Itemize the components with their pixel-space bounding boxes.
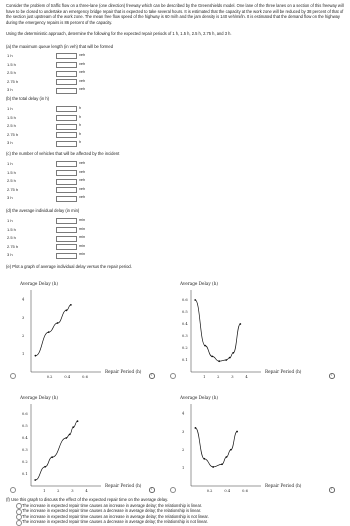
part-d-row-label: 1 h [7,218,13,223]
x-tick-label: 3 [231,375,234,379]
part-d-answer-input[interactable] [56,218,77,224]
part-b-unit: h [79,106,82,110]
part-d-unit: min [79,226,86,231]
x-tick-label: 0.6 [82,375,88,379]
graph-option-3-info-icon[interactable]: i [149,487,155,493]
x-tick-label: 0.4 [64,375,71,379]
data-point [69,434,71,436]
axes [191,404,261,486]
graph-option-4-info-icon[interactable]: i [329,487,335,493]
part-f-option-1-text: The increase in expected repair time causes an increase in average delay; the relationship is linear. [22,502,202,508]
part-c-row-label: 1.5 h [7,169,16,175]
part-a-unit: veh [79,61,86,66]
y-tick-label: 0.2 [182,346,188,351]
part-d-unit: min [79,218,86,222]
part-a-row-label: 3 h [7,87,13,93]
problem-intro: Consider the problem of traffic flow on a three-lane (one direction) freeway which can be described by the Greenshields model. One lane of the three lanes on a section of this freeway will have to be closed to undertake an emergency bridge repair that is expected to take several hours. It is estimated that the capacity at the work zone will be reduced by 38 percent of that of the section just upstream of the work zone. The mean free flow speed of the highway is 60 mi/h and the jam density is 140 veh/mi/ln. It is estimated that the demand flow on the highway during the emergency repairs is 86 percent of the capacity. [6,3,344,25]
part-e-label: (e) Plot a graph of average individual delay versus the repair period. [6,264,132,269]
data-point [35,355,37,357]
graph-option-1-radio[interactable] [10,373,16,379]
part-b-row-label: 2.5 h [7,123,16,129]
y-tick-label: 4 [22,297,25,302]
data-point [225,359,227,361]
part-a-answer-input[interactable] [56,62,77,68]
part-c-answer-input[interactable] [56,196,77,202]
data-point [44,466,46,468]
part-a-row-label: 2.5 h [7,70,16,76]
y-tick-label: 3 [182,429,185,434]
data-point [212,466,214,468]
graph-option-2-info-icon[interactable]: i [329,373,335,379]
y-tick-label: 0.6 [182,298,188,303]
part-d-row-label: 2.5 h [7,235,16,241]
x-tick-label: 0.6 [242,489,248,493]
y-tick-label: 0.1 [22,472,28,477]
series-line [35,421,77,480]
part-c-unit: veh [79,169,86,174]
x-tick-label: 0.4 [224,489,231,493]
y-tick-label: 0.5 [182,310,188,315]
data-point [57,322,59,324]
graph-option-3-radio[interactable] [10,487,16,493]
part-f-label: (f) Use this graph to discuss the effect of the expected repair time on the average delay. [6,497,169,502]
series-line [35,305,70,356]
data-point [203,458,205,460]
part-c-label: (c) the number of vehicles that will be affected by the incident [6,151,120,156]
part-c-unit: veh [79,178,86,183]
data-point [229,357,231,359]
part-b-answer-input[interactable] [56,141,77,147]
part-a-answer-input[interactable] [56,88,77,94]
part-c-unit: veh [79,161,86,165]
x-tick-label: 0.2 [206,489,213,493]
data-point [51,456,53,458]
y-axis-label: Average Delay (h) [180,395,219,400]
data-point [232,352,234,354]
part-b-answer-input[interactable] [56,115,77,121]
part-d-row-label: 1.5 h [7,226,16,232]
x-axis-label: Repair Period (h) [265,483,302,488]
problem-instruction: Using the deterministic approach, determine the following for the expected repair periods of 1 h, 1.5 h, 2.5 h, 2.75 h, and 3 h. [6,31,232,36]
part-b-answer-input[interactable] [56,124,77,130]
part-d-row-label: 2.75 h [7,243,19,249]
part-a-answer-input[interactable] [56,79,77,85]
y-tick-label: 0.1 [182,358,188,363]
graph-option-2-radio[interactable] [170,373,176,379]
part-a-unit: veh [79,87,86,92]
part-a-answer-input[interactable] [56,71,77,77]
part-d-answer-input[interactable] [56,227,77,233]
part-a-unit: veh [79,78,86,83]
part-c-answer-input[interactable] [56,179,77,185]
part-c-row-label: 1 h [7,161,13,166]
x-tick-label: 4 [85,489,88,493]
part-c-unit: veh [79,186,86,191]
part-a-unit: veh [79,70,86,75]
data-point [195,427,197,429]
series-line [195,428,237,467]
y-tick-label: 2 [22,333,25,338]
part-f-option-3-text: The increase in expected repair time causes an increase in average delay; the relationship is not linear. [22,513,209,519]
part-a-answer-input[interactable] [56,53,77,59]
graph-option-4-radio[interactable] [170,487,176,493]
data-point [77,420,79,422]
part-a-row-label: 2.75 h [7,78,19,84]
data-point [230,449,232,451]
part-b-unit: h [79,123,82,128]
data-point [48,331,50,333]
part-d-label: (d) the average individual delay (in min) [6,208,80,213]
y-tick-label: 1 [22,352,25,357]
part-a-row-label: 1.5 h [7,61,16,67]
part-b-row-label: 3 h [7,140,13,146]
data-point [218,360,220,362]
y-tick-label: 0.4 [22,436,28,441]
data-point [221,463,223,465]
part-b-unit: h [79,140,82,145]
x-tick-label: 3 [71,489,74,493]
part-b-label: (b) the total delay (in h) [6,96,50,101]
part-d-row-label: 3 h [7,252,13,258]
part-d-unit: min [79,243,86,248]
data-point [211,356,213,358]
part-b-row-label: 1 h [7,106,13,111]
y-axis-label: Average Delay (h) [180,281,219,286]
y-tick-label: 0.3 [22,448,28,453]
axes [31,404,101,486]
y-tick-label: 0.4 [182,322,188,327]
part-b-unit: h [79,131,82,136]
part-c-unit: veh [79,195,86,200]
y-tick-label: 3 [22,315,25,320]
y-tick-label: 0.6 [22,412,28,417]
part-b-answer-input[interactable] [56,106,77,112]
data-point [66,309,68,311]
data-point [34,479,36,481]
data-point [70,304,72,306]
x-axis-label: Repair Period (h) [265,369,302,374]
y-tick-label: 1 [182,466,185,471]
part-d-answer-input[interactable] [56,244,77,250]
graph-option-2 [176,276,316,381]
x-tick-label: 2 [217,375,220,379]
part-c-answer-input[interactable] [56,187,77,193]
graph-option-1 [16,276,156,381]
part-d-unit: min [79,252,86,257]
x-tick-label: 2 [57,489,60,493]
data-point [204,345,206,347]
x-tick-label: 4 [245,375,248,379]
data-point [194,299,196,301]
data-point [65,437,67,439]
y-tick-label: 4 [182,411,185,416]
y-axis-label: Average Delay (h) [20,395,59,400]
part-f-option-4-text: The increase in expected repair time causes a decrease in average delay; the relationship is not linear. [22,519,208,524]
graph-option-1-info-icon[interactable]: i [149,373,155,379]
y-tick-label: 2 [182,447,185,452]
part-c-answer-input[interactable] [56,161,77,167]
part-b-unit: h [79,114,82,119]
part-a-unit: veh [79,53,86,57]
part-d-unit: min [79,235,86,240]
y-tick-label: 0.5 [22,424,28,429]
y-axis-label: Average Delay (h) [20,281,59,286]
graph-option-4 [176,390,316,495]
data-point [236,431,238,433]
x-tick-label: 1 [203,375,206,379]
part-b-answer-input[interactable] [56,132,77,138]
part-c-row-label: 3 h [7,195,13,201]
axes [31,290,101,372]
x-tick-label: 0.2 [46,375,53,379]
y-tick-label: 0.2 [22,460,28,465]
part-f-option-2-text: The increase in expected repair time causes a decrease in average delay; the relationship is linear. [22,508,202,513]
y-tick-label: 0.3 [182,334,188,339]
part-c-row-label: 2.5 h [7,178,16,184]
x-tick-label: 1 [43,489,46,493]
part-a-label: (a) the maximum queue length (in veh) that will be formed [6,44,114,49]
part-d-answer-input[interactable] [56,236,77,242]
data-point [72,426,74,428]
x-axis-label: Repair Period (h) [105,369,142,374]
part-b-row-label: 2.75 h [7,131,19,137]
part-c-answer-input[interactable] [56,170,77,176]
part-c-row-label: 2.75 h [7,186,19,192]
part-d-answer-input[interactable] [56,253,77,259]
data-point [226,456,228,458]
part-b-row-label: 1.5 h [7,114,16,120]
data-point [239,323,241,325]
x-axis-label: Repair Period (h) [105,483,142,488]
graph-option-3 [16,390,156,495]
part-a-row-label: 1 h [7,53,13,58]
